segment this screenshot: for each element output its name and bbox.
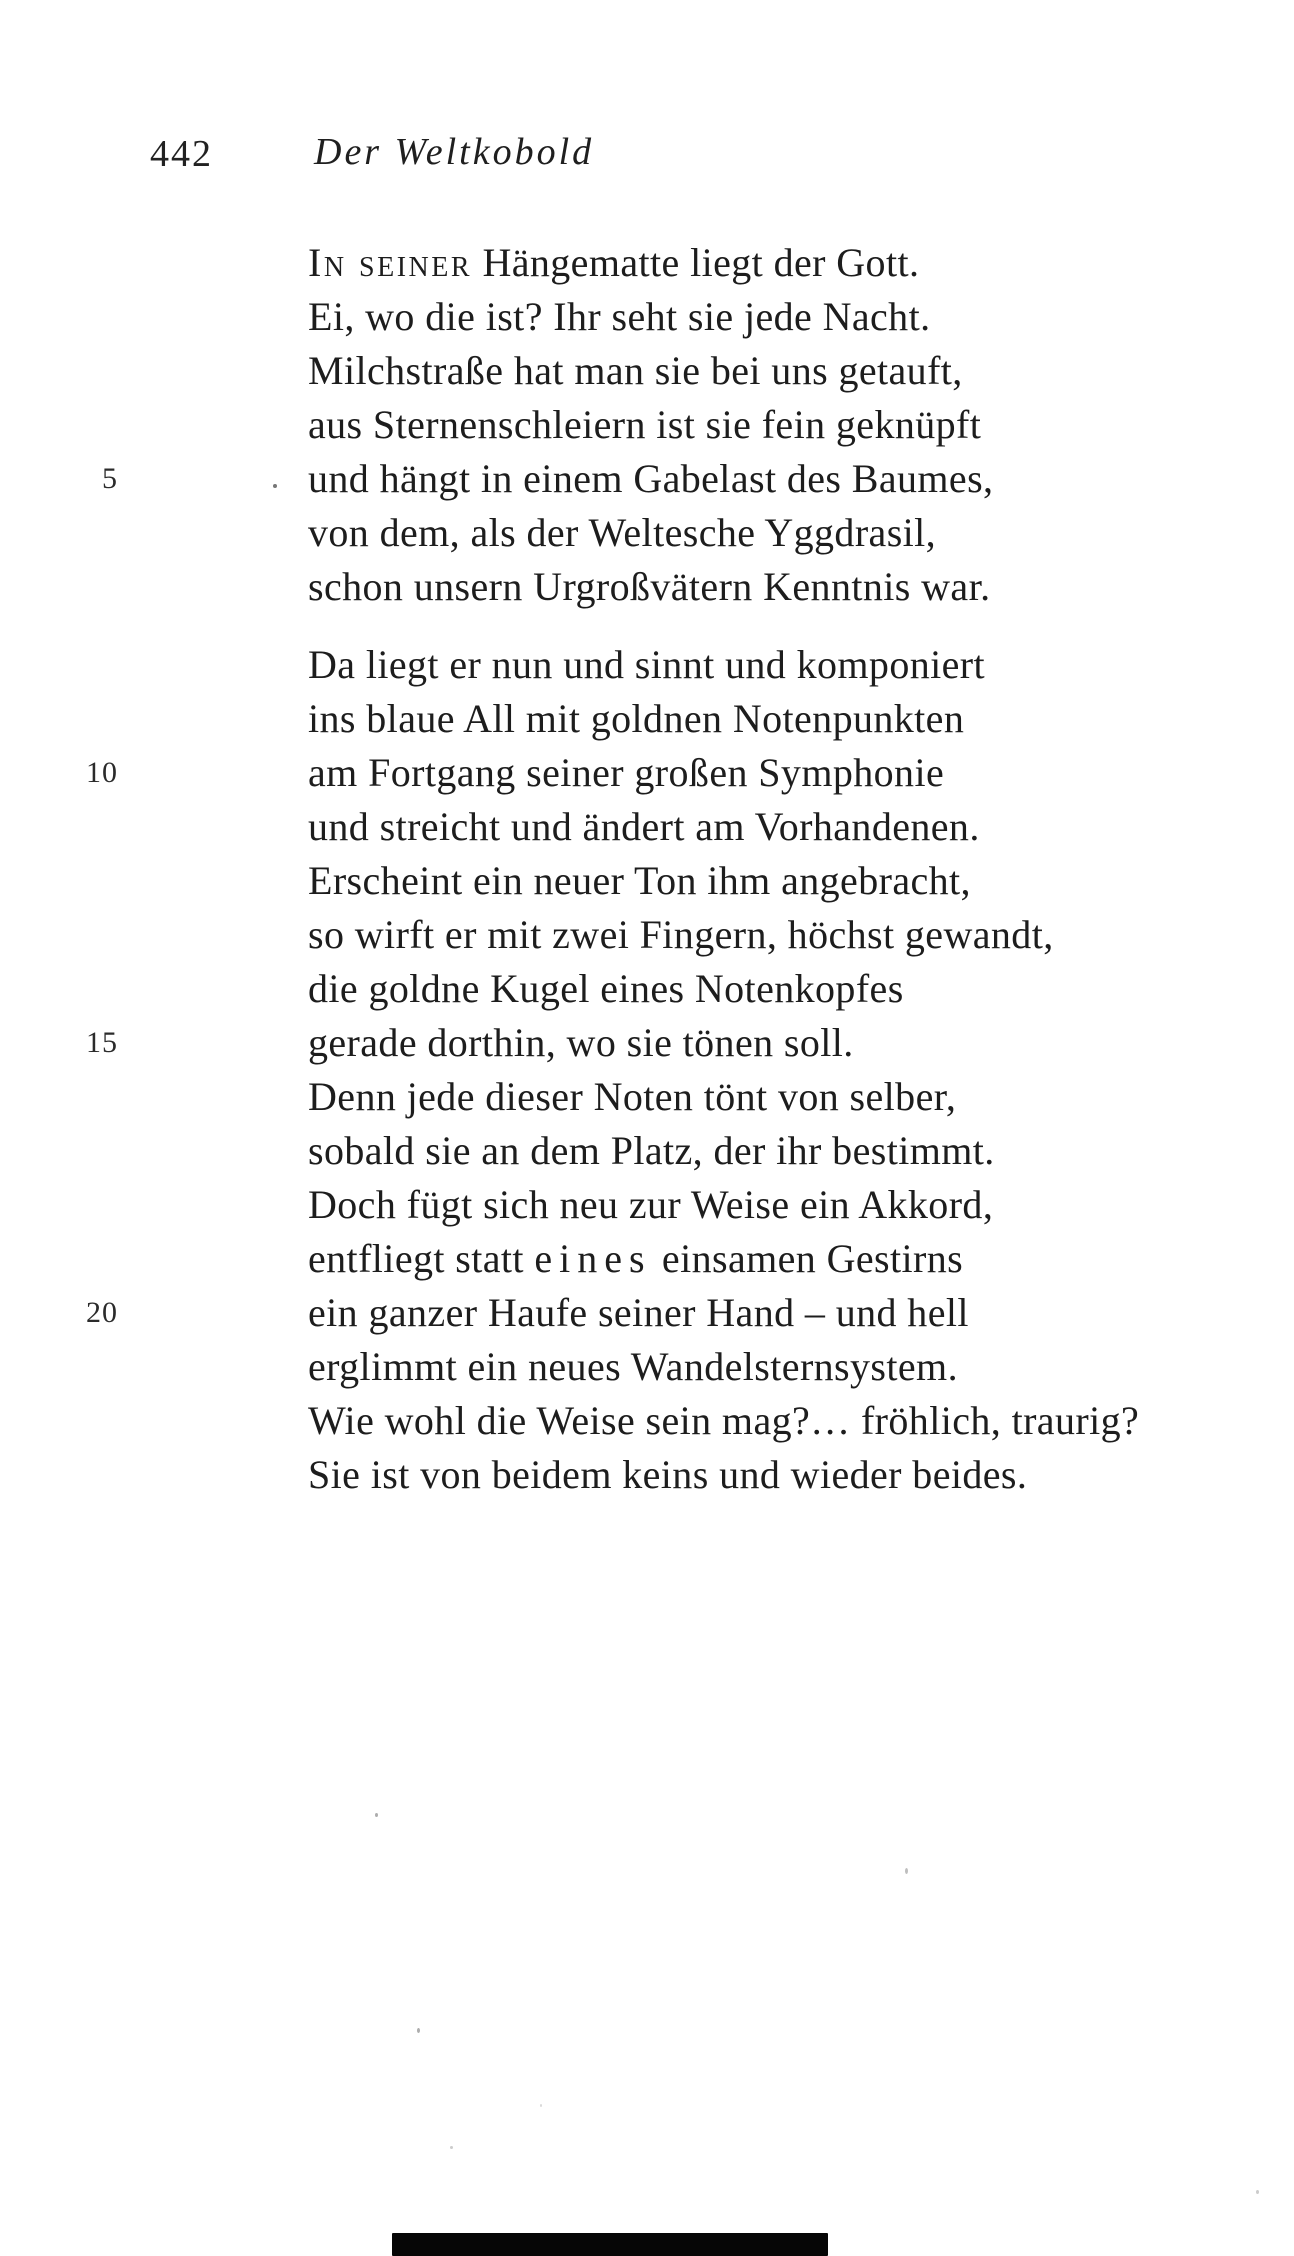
poem-line (0, 854, 1294, 908)
poem-line (0, 398, 1294, 452)
poem-line (0, 1448, 1294, 1502)
line-number: 10 (86, 756, 118, 789)
poem-line (0, 1394, 1294, 1448)
poem-line (0, 1286, 1294, 1340)
poem-line (0, 1070, 1294, 1124)
line-text: erglimmt ein neues Wandelsternsystem. (308, 1344, 958, 1389)
line-text: so wirft er mit zwei Fingern, höchst gewandt, (308, 912, 1054, 957)
line-text: Doch fügt sich neu zur Weise ein Akkord, (308, 1182, 994, 1227)
poem-line (0, 746, 1294, 800)
line-text: und streicht und ändert am Vorhandenen. (308, 804, 980, 849)
line-number: 20 (86, 1296, 118, 1329)
line-text: Da liegt er nun und sinnt und komponiert (308, 642, 986, 687)
poem-line (0, 1124, 1294, 1178)
poem-line (0, 560, 1294, 614)
poem-line (0, 290, 1294, 344)
poem-line (0, 506, 1294, 560)
poem-line (0, 1016, 1294, 1070)
poem-line (0, 344, 1294, 398)
line-text: die goldne Kugel eines Notenkopfes (308, 966, 904, 1011)
dust-speck (273, 484, 277, 488)
line-text: Sie ist von beidem keins und wieder beides. (308, 1452, 1028, 1497)
dust-speck (450, 2146, 453, 2149)
line-number: 15 (86, 1026, 118, 1059)
dust-speck (905, 1868, 908, 1874)
line-text: am Fortgang seiner großen Symphonie (308, 750, 945, 795)
poem-line (0, 1232, 1294, 1286)
line-text: sobald sie an dem Platz, der ihr bestimmt. (308, 1128, 995, 1173)
line-text: und hängt in einem Gabelast des Baumes, (308, 456, 994, 501)
scan-edge-bar (392, 2233, 828, 2256)
poem (0, 236, 1294, 1502)
poem-line (0, 800, 1294, 854)
line-text: Milchstraße hat man sie bei uns getauft, (308, 348, 963, 393)
poem-line (0, 638, 1294, 692)
line-text: aus Sternenschleiern ist sie fein geknüpft (308, 402, 982, 447)
line-text: entfliegt statt eines einsamen Gestirns (308, 1236, 964, 1281)
line-text: schon unsern Urgroßvätern Kenntnis war. (308, 564, 991, 609)
stanza (0, 236, 1294, 614)
poem-line (0, 452, 1294, 506)
line-text: ein ganzer Haufe seiner Hand – und hell (308, 1290, 969, 1335)
line-text: gerade dorthin, wo sie tönen soll. (308, 1020, 854, 1065)
page-title: Der Weltkobold (314, 131, 595, 173)
poem-line (0, 962, 1294, 1016)
poem-line (0, 236, 1294, 290)
page-number: 442 (150, 133, 213, 175)
poem-line (0, 692, 1294, 746)
line-text: Erscheint ein neuer Ton ihm angebracht, (308, 858, 971, 903)
poem-line (0, 908, 1294, 962)
line-text: Ei, wo die ist? Ihr seht sie jede Nacht. (308, 294, 931, 339)
dust-speck (540, 2104, 542, 2107)
poem-line (0, 1178, 1294, 1232)
stanza (0, 638, 1294, 1502)
page-header (0, 132, 1294, 192)
line-text: Wie wohl die Weise sein mag?… fröhlich, traurig? (308, 1398, 1140, 1443)
line-text: In seiner Hängematte liegt der Gott. (308, 240, 920, 285)
line-number: 5 (102, 462, 118, 495)
line-text: von dem, als der Weltesche Yggdrasil, (308, 510, 937, 555)
dust-speck (417, 2028, 420, 2033)
line-text: Denn jede dieser Noten tönt von selber, (308, 1074, 957, 1119)
line-text: ins blaue All mit goldnen Notenpunkten (308, 696, 965, 741)
dust-speck (1256, 2190, 1259, 2194)
poem-line (0, 1340, 1294, 1394)
dust-speck (375, 1813, 378, 1817)
